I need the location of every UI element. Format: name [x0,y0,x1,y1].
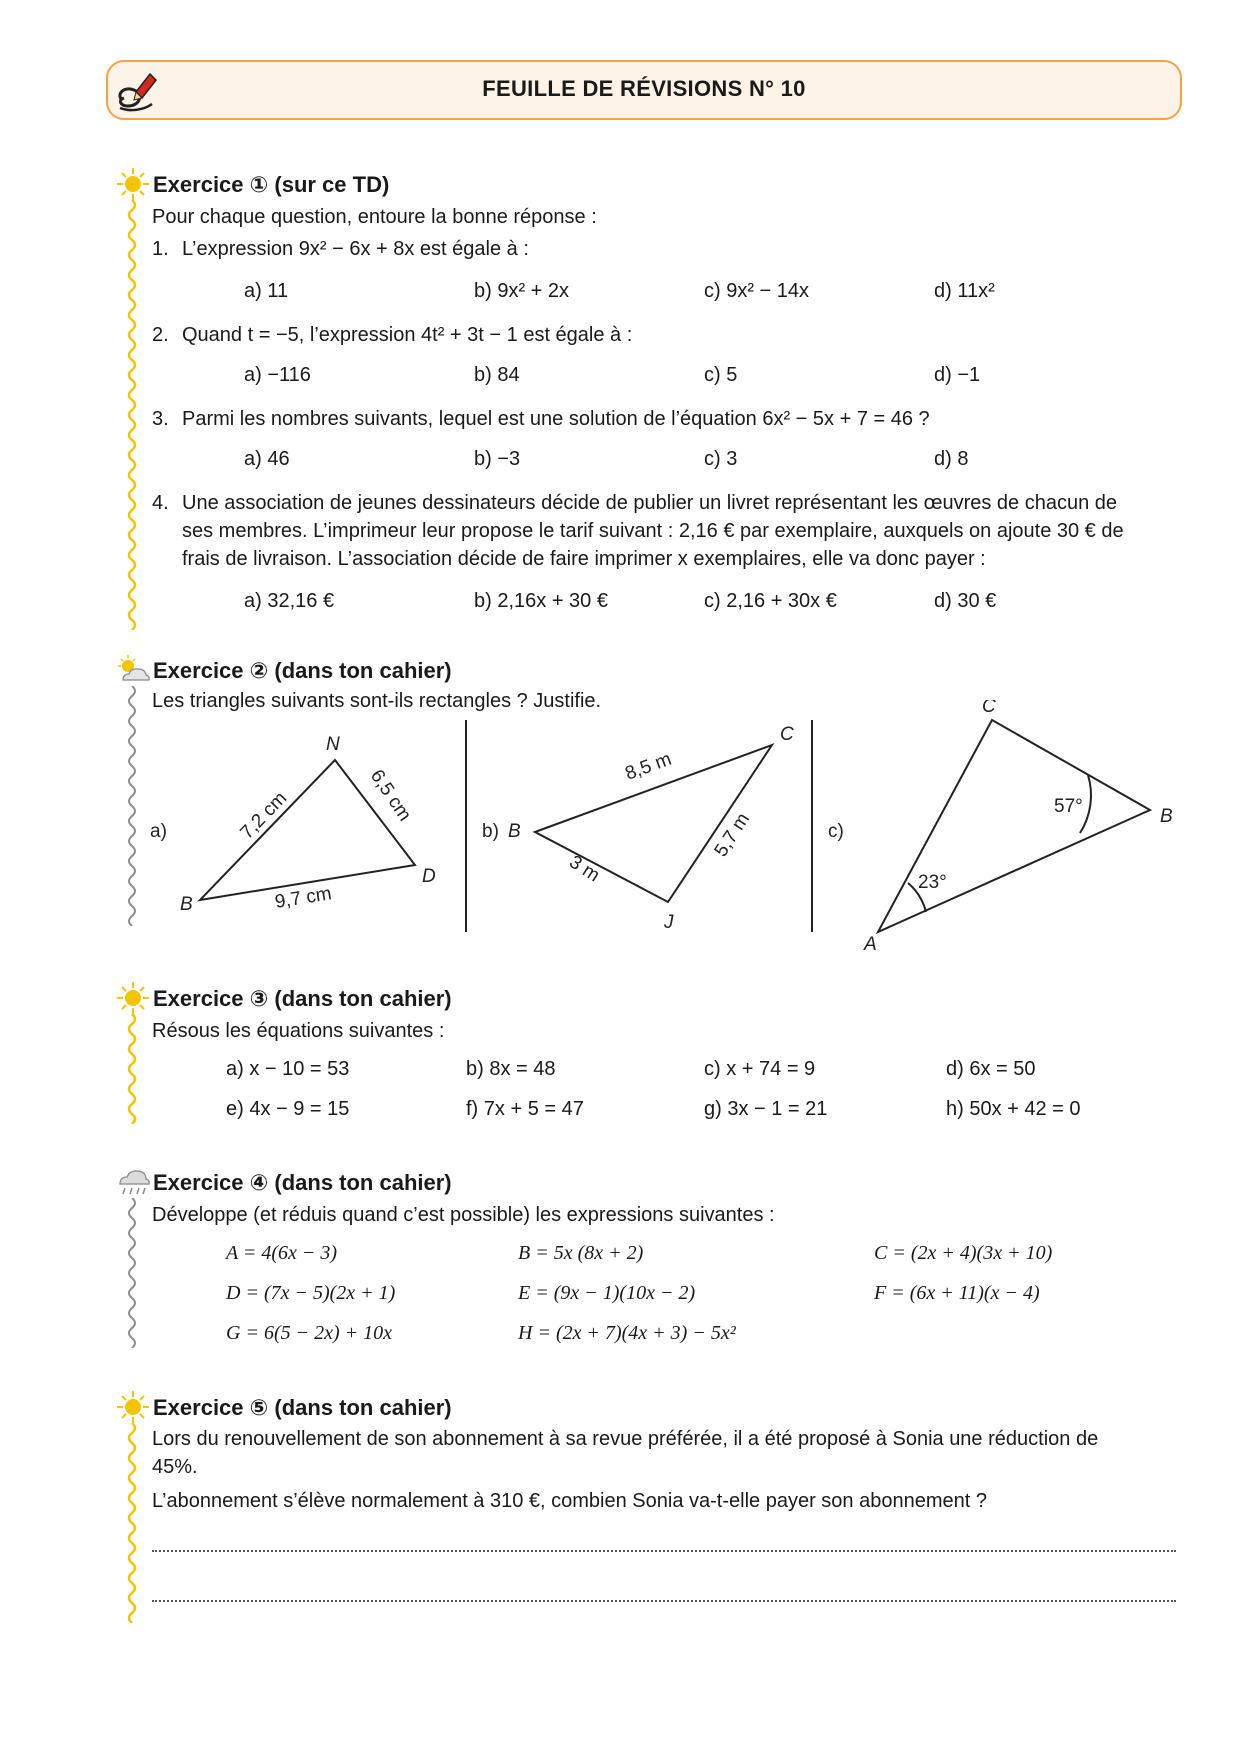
exercise-3-intro: Résous les équations suivantes : [152,1020,445,1042]
exercise-1-intro: Pour chaque question, entoure la bonne réponse : [152,206,597,228]
wavy-margin-line [125,1198,139,1348]
exercise-5-text: 45%. [152,1456,198,1478]
vertex-label: J [664,912,674,933]
question-1-number: 1. [152,238,169,260]
exercise-5-title: Exercice ⑤ (dans ton cahier) [153,1395,452,1420]
wavy-margin-line [125,200,139,630]
vertex-label: C [780,724,794,745]
question-2-text: Quand t = −5, l’expression 4t² + 3t − 1 est égale à : [182,324,633,346]
exercise-5-text: L’abonnement s’élève normalement à 310 €, combien Sonia va-t-elle payer son abonnement ? [152,1490,987,1512]
triangle-c [878,720,1150,932]
answer-option[interactable]: d) 8 [934,448,969,470]
rain-cloud-icon [115,1164,151,1200]
triangle-a-label: a) [150,821,167,842]
triangles-figure [140,700,1200,950]
side-length-label: 6,5 cm [365,766,416,826]
page-title: FEUILLE DE RÉVISIONS N° 10 [482,76,806,101]
sun-icon [115,980,151,1016]
answer-option[interactable]: b) 2,16x + 30 € [474,590,608,612]
equation: f) 7x + 5 = 47 [466,1098,584,1120]
expression: C = (2x + 4)(3x + 10) [874,1242,1053,1264]
question-4-line: ses membres. L’imprimeur leur propose le tarif suivant : 2,16 € par exemplaire, auxquels on ajoute 30 € de [182,520,1124,542]
side-length-label: 9,7 cm [273,883,334,913]
angle-label: 23° [918,872,947,893]
equation: g) 3x − 1 = 21 [704,1098,828,1120]
angle-label: 57° [1054,796,1083,817]
exercise-4-title: Exercice ④ (dans ton cahier) [153,1170,452,1195]
question-4-line: frais de livraison. L’association décide de faire imprimer x exemplaires, elle va donc payer : [182,548,986,570]
vertex-label: B [508,821,521,842]
equation: d) 6x = 50 [946,1058,1036,1080]
question-4-line: Une association de jeunes dessinateurs décide de publier un livret représentant les œuvres de chacun de [182,492,1117,514]
side-length-label: 8,5 m [622,748,675,785]
exercise-1-title: Exercice ① (sur ce TD) [153,172,390,197]
side-length-label: 3 m [565,851,604,887]
triangle-c-label: c) [828,821,844,842]
exercise-2-intro: Les triangles suivants sont-ils rectangles ? Justifie. [152,690,602,712]
answer-option[interactable]: a) 46 [244,448,290,470]
sun-icon [115,1389,151,1425]
equation: c) x + 74 = 9 [704,1058,816,1080]
answer-option[interactable]: a) −116 [244,364,311,386]
vertex-label: N [326,734,340,755]
question-2-number: 2. [152,324,169,346]
side-length-label: 5,7 m [710,809,755,861]
equation: e) 4x − 9 = 15 [226,1098,350,1120]
expression: H = (2x + 7)(4x + 3) − 5x² [518,1322,736,1344]
expression: F = (6x + 11)(x − 4) [874,1282,1040,1304]
answer-option[interactable]: c) 9x² − 14x [704,280,810,302]
question-3-text: Parmi les nombres suivants, lequel est une solution de l’équation 6x² − 5x + 7 = 46 ? [182,408,930,430]
equation: a) x − 10 = 53 [226,1058,350,1080]
exercise-5-text: Lors du renouvellement de son abonnement à sa revue préférée, il a été proposé à Sonia une réduction de [152,1428,1099,1450]
page-header [106,60,1182,120]
equation: b) 8x = 48 [466,1058,556,1080]
question-3-number: 3. [152,408,169,430]
triangle-b-label: b) [482,821,499,842]
answer-option[interactable]: b) −3 [474,448,521,470]
wavy-margin-line [125,1423,139,1623]
answer-option[interactable]: d) 11x² [934,280,995,302]
wavy-margin-line [125,1014,139,1124]
exercise-2-title: Exercice ② (dans ton cahier) [153,658,452,683]
wavy-margin-line [125,686,139,926]
answer-option[interactable]: b) 9x² + 2x [474,280,570,302]
vertex-label: A [864,934,877,950]
exercise-3-title: Exercice ③ (dans ton cahier) [153,986,452,1011]
vertex-label: B [1160,806,1173,827]
exercise-4-intro: Développe (et réduis quand c’est possible) les expressions suivantes : [152,1204,775,1226]
answer-option[interactable]: d) 30 € [934,590,997,612]
answer-option[interactable]: a) 11 [244,280,289,302]
answer-line[interactable] [152,1598,1176,1602]
answer-line[interactable] [152,1548,1176,1552]
equation: h) 50x + 42 = 0 [946,1098,1081,1120]
sun-icon [115,166,151,202]
answer-option[interactable]: d) −1 [934,364,981,386]
side-length-label: 7,2 cm [236,787,292,844]
answer-option[interactable]: a) 32,16 € [244,590,335,612]
expression: E = (9x − 1)(10x − 2) [518,1282,696,1304]
question-1-text: L’expression 9x² − 6x + 8x est égale à : [182,238,529,260]
vertex-label: C [982,700,996,717]
answer-option[interactable]: c) 3 [704,448,738,470]
question-4-number: 4. [152,492,169,514]
expression: B = 5x (8x + 2) [518,1242,644,1264]
answer-option[interactable]: c) 2,16 + 30x € [704,590,837,612]
vertex-label: B [180,894,193,915]
answer-option[interactable]: b) 84 [474,364,520,386]
cloud-sun-icon [115,652,151,688]
expression: A = 4(6x − 3) [226,1242,338,1264]
expression: D = (7x − 5)(2x + 1) [226,1282,396,1304]
vertex-label: D [422,866,436,887]
answer-option[interactable]: c) 5 [704,364,738,386]
expression: G = 6(5 − 2x) + 10x [226,1322,393,1344]
